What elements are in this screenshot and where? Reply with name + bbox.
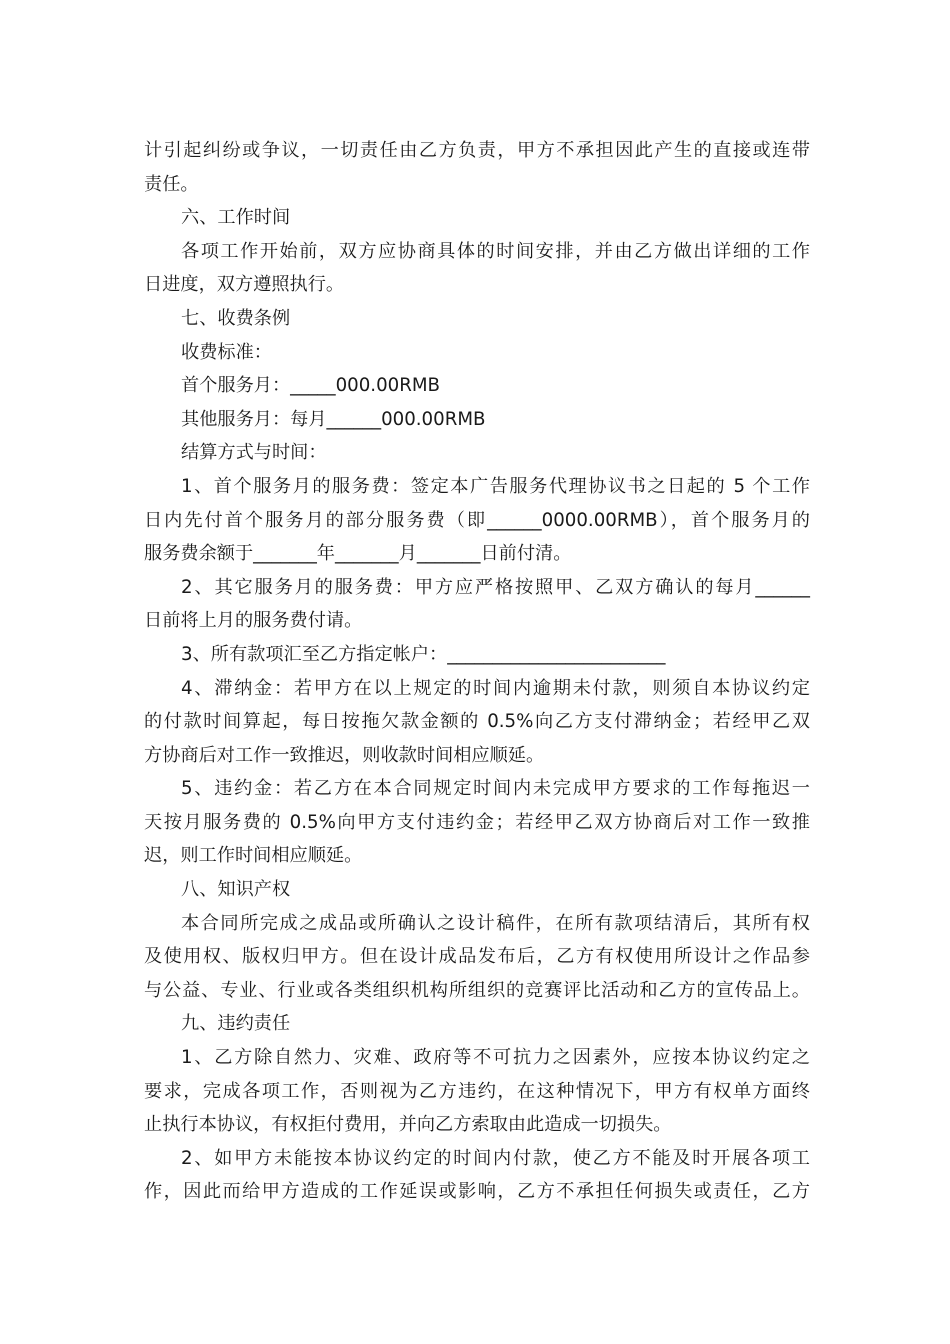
text-line: 方协商后对工作一致推迟，则收款时间相应顺延。 (144, 744, 545, 766)
text-line: 本合同所完成之成品或所确认之设计稿件，在所有款项结清后，其所有权 (181, 912, 810, 934)
text-line: 2、如甲方未能按本协议约定的时间内付款，使乙方不能及时开展各项工 (181, 1147, 810, 1169)
text-line: 4、滞纳金：若甲方在以上规定的时间内逾期未付款，则须自本协议约定 (181, 677, 810, 699)
text-line: 日进度，双方遵照执行。 (144, 274, 345, 296)
text-line: 服务费余额于_______年_______月_______日前付清。 (144, 543, 572, 565)
text-line: 其他服务月：每月______000.00RMB (181, 408, 486, 430)
text-line: 作，因此而给甲方造成的工作延误或影响，乙方不承担任何损失或责任，乙方 (144, 1181, 810, 1203)
text-line: 1、首个服务月的服务费：签定本广告服务代理协议书之日起的 5 个工作 (181, 475, 810, 497)
text-line: 八、知识产权 (181, 879, 291, 901)
text-line: 及使用权、版权归甲方。但在设计成品发布后，乙方有权使用所设计之作品参 (144, 946, 810, 968)
text-line: 九、违约责任 (181, 1013, 291, 1035)
text-line: 六、工作时间 (181, 207, 291, 229)
text-line: 责任。 (144, 173, 199, 195)
text-line: 七、收费条例 (181, 307, 291, 329)
text-line: 迟，则工作时间相应顺延。 (144, 845, 363, 867)
text-line: 要求，完成各项工作，否则视为乙方违约，在这种情况下，甲方有权单方面终 (144, 1080, 810, 1102)
text-line: 收费标准： (181, 341, 272, 363)
text-line: 天按月服务费的 0.5%向甲方支付违约金；若经甲乙双方协商后对工作一致推 (144, 811, 810, 833)
text-line: 的付款时间算起，每日按拖欠款金额的 0.5%向乙方支付滞纳金；若经甲乙双 (144, 711, 810, 733)
document-body (144, 134, 810, 1209)
text-line: 止执行本协议，有权拒付费用，并向乙方索取由此造成一切损失。 (144, 1114, 672, 1136)
document-page (144, 134, 810, 1209)
text-line: 与公益、专业、行业或各类组织机构所组织的竞赛评比活动和乙方的宣传品上。 (144, 979, 810, 1001)
text-line: 日内先付首个服务月的部分服务费（即______0000.00RMB），首个服务月的 (144, 509, 810, 531)
text-line: 各项工作开始前，双方应协商具体的时间安排，并由乙方做出详细的工作 (181, 240, 810, 262)
text-line: 3、所有款项汇至乙方指定帐户：________________________ (181, 643, 666, 665)
text-line: 5、违约金：若乙方在本合同规定时间内未完成甲方要求的工作每拖迟一 (181, 778, 810, 800)
text-line: 1、乙方除自然力、灾难、政府等不可抗力之因素外，应按本协议约定之 (181, 1047, 810, 1069)
text-line: 计引起纠纷或争议，一切责任由乙方负责，甲方不承担因此产生的直接或连带 (144, 140, 810, 161)
text-line: 首个服务月：_____000.00RMB (181, 375, 441, 397)
text-line: 日前将上月的服务费付请。 (144, 610, 363, 632)
text-line: 2、其它服务月的服务费：甲方应严格按照甲、乙双方确认的每月______ (181, 576, 810, 598)
text-line: 结算方式与时间： (181, 442, 327, 464)
